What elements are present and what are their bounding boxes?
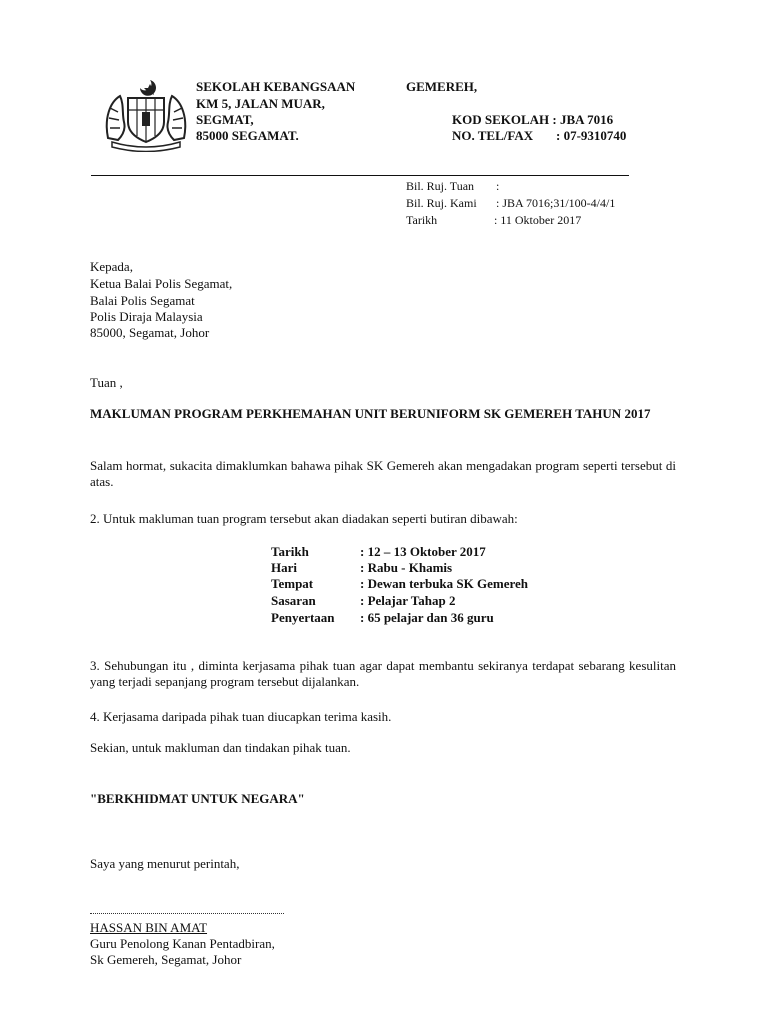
detail-value: : 12 – 13 Oktober 2017 <box>360 544 486 559</box>
recipient-heading: Kepada, <box>90 259 133 274</box>
detail-label: Penyertaan <box>271 610 335 625</box>
detail-label: Tempat <box>271 576 314 591</box>
school-address-line: 85000 SEGAMAT. <box>196 128 299 143</box>
motto: "BERKHIDMAT UNTUK NEGARA" <box>90 791 305 806</box>
paragraph-4: 4. Kerjasama daripada pihak tuan diucapkan terima kasih. <box>90 709 392 724</box>
detail-label: Tarikh <box>271 544 309 559</box>
salutation: Tuan , <box>90 375 123 390</box>
signatory-name: HASSAN BIN AMAT <box>90 920 208 935</box>
tel-fax-label: NO. TEL/FAX <box>452 128 534 143</box>
signatory-org: Sk Gemereh, Segamat, Johor <box>90 952 242 967</box>
ref-value: : JBA 7016;31/100-4/4/1 <box>496 196 616 210</box>
letter-subject: MAKLUMAN PROGRAM PERKHEMAHAN UNIT BERUNIFORM SK GEMEREH TAHUN 2017 <box>90 406 651 421</box>
paragraph-3: 3. Sehubungan itu , diminta kerjasama pihak tuan agar dapat membantu sekiranya terdapat sebarang kesulitan yang terjadi sepanjang program tersebut dijalankan. <box>90 658 676 689</box>
recipient-line: Balai Polis Segamat <box>90 293 195 308</box>
ref-label: Tarikh <box>406 213 438 227</box>
ref-label: Bil. Ruj. Kami <box>406 196 477 210</box>
school-address-line: SEGMAT, <box>196 112 254 127</box>
ref-label: Bil. Ruj. Tuan <box>406 179 475 193</box>
detail-label: Hari <box>271 560 297 575</box>
detail-label: Sasaran <box>271 593 316 608</box>
detail-value: : Dewan terbuka SK Gemereh <box>360 576 529 591</box>
recipient-line: Polis Diraja Malaysia <box>90 309 203 324</box>
school-name-right: GEMEREH, <box>406 79 478 94</box>
school-name: SEKOLAH KEBANGSAAN <box>196 79 356 94</box>
recipient-line: Ketua Balai Polis Segamat, <box>90 276 233 291</box>
signatory-title: Guru Penolong Kanan Pentadbiran, <box>90 936 275 951</box>
school-code: KOD SEKOLAH : JBA 7016 <box>452 112 614 127</box>
malaysia-coat-of-arms-icon <box>100 78 192 152</box>
tel-fax-value: : 07-9310740 <box>556 128 627 143</box>
closing-line: Sekian, untuk makluman dan tindakan pihak tuan. <box>90 740 351 755</box>
ref-value: : <box>496 179 500 193</box>
detail-value: : Pelajar Tahap 2 <box>360 593 456 608</box>
paragraph-1: Salam hormat, sukacita dimaklumkan bahawa pihak SK Gemereh akan mengadakan program seperti tersebut di atas. <box>90 458 676 489</box>
paragraph-2: 2. Untuk makluman tuan program tersebut akan diadakan seperti butiran dibawah: <box>90 511 518 526</box>
header-divider <box>91 175 629 176</box>
detail-value: : Rabu - Khamis <box>360 560 453 575</box>
ref-value: : 11 Oktober 2017 <box>494 213 582 227</box>
school-address-line: KM 5, JALAN MUAR, <box>196 96 325 111</box>
signoff: Saya yang menurut perintah, <box>90 856 240 871</box>
detail-value: : 65 pelajar dan 36 guru <box>360 610 494 625</box>
recipient-line: 85000, Segamat, Johor <box>90 325 210 340</box>
signature-line <box>90 913 284 914</box>
